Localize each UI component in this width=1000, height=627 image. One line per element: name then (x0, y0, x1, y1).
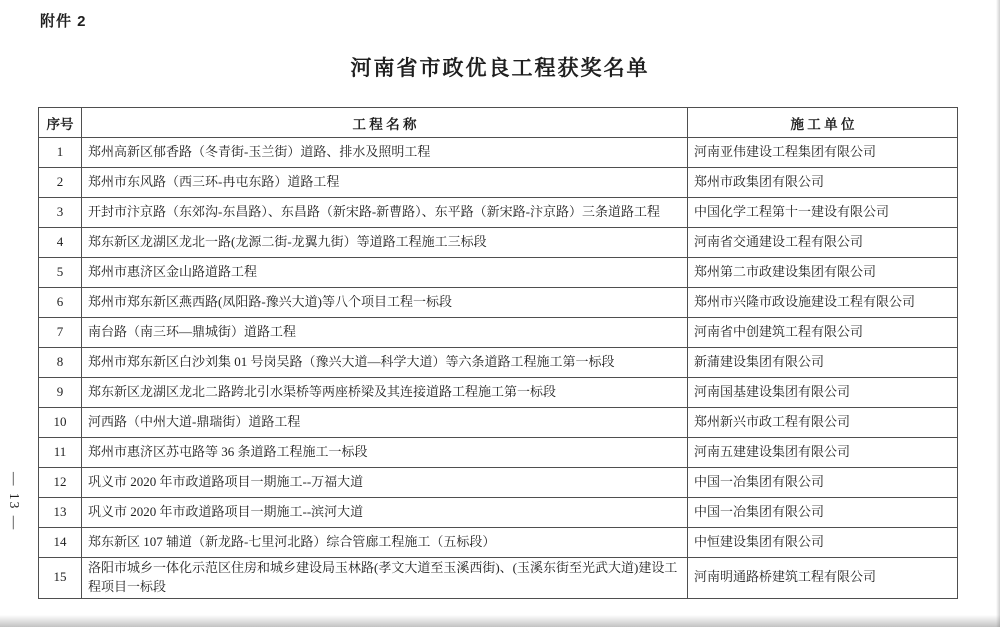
contractor-cell: 河南国基建设集团有限公司 (688, 378, 958, 408)
contractor-cell: 中国化学工程第十一建设有限公司 (688, 198, 958, 228)
table-row (39, 438, 958, 468)
contractor-cell: 郑州第二市政建设集团有限公司 (688, 258, 958, 288)
table-row (39, 258, 958, 288)
col-header-contractor: 施 工 单 位 (688, 108, 958, 138)
col-header-index: 序号 (39, 108, 82, 138)
project-name-cell: 郑州市郑东新区白沙刘集 01 号岗吴路（豫兴大道—科学大道）等六条道路工程施工第一标段 (82, 348, 688, 378)
row-index-cell: 14 (39, 528, 82, 558)
row-index-cell: 15 (39, 558, 82, 599)
table-row (39, 468, 958, 498)
row-index-cell: 5 (39, 258, 82, 288)
project-name-cell: 开封市汴京路（东郊沟-东昌路）、东昌路（新宋路-新曹路）、东平路（新宋路-汴京路）三条道路工程 (82, 198, 688, 228)
contractor-cell: 中恒建设集团有限公司 (688, 528, 958, 558)
row-index-cell: 2 (39, 168, 82, 198)
page-title: 河南省市政优良工程获奖名单 (350, 57, 650, 80)
contractor-cell: 河南省交通建设工程有限公司 (688, 228, 958, 258)
row-index-cell: 9 (39, 378, 82, 408)
row-index-cell: 13 (39, 498, 82, 528)
table-row (39, 408, 958, 438)
contractor-cell: 河南省中创建筑工程有限公司 (688, 318, 958, 348)
table-row (39, 558, 958, 599)
contractor-cell: 中国一冶集团有限公司 (688, 498, 958, 528)
project-name-cell: 河西路（中州大道-鼎瑞街）道路工程 (82, 408, 688, 438)
table-row (39, 348, 958, 378)
table-row (39, 498, 958, 528)
row-index-cell: 8 (39, 348, 82, 378)
contractor-cell: 中国一冶集团有限公司 (688, 468, 958, 498)
contractor-cell: 郑州市政集团有限公司 (688, 168, 958, 198)
contractor-cell: 河南五建建设集团有限公司 (688, 438, 958, 468)
table-row (39, 138, 958, 168)
page-number: — 13 — (7, 472, 22, 532)
contractor-cell: 郑州市兴隆市政设施建设工程有限公司 (688, 288, 958, 318)
table-row (39, 168, 958, 198)
project-name-cell: 郑东新区 107 辅道（新龙路-七里河北路）综合管廊工程施工（五标段） (82, 528, 688, 558)
row-index-cell: 10 (39, 408, 82, 438)
row-index-cell: 12 (39, 468, 82, 498)
attachment-label: 附件 2 (40, 13, 87, 30)
table-row (39, 528, 958, 558)
row-index-cell: 3 (39, 198, 82, 228)
col-header-project: 工 程 名 称 (82, 108, 688, 138)
table-header-row (39, 108, 958, 138)
row-index-cell: 1 (39, 138, 82, 168)
row-index-cell: 4 (39, 228, 82, 258)
contractor-cell: 河南亚伟建设工程集团有限公司 (688, 138, 958, 168)
scan-edge-right (996, 0, 1000, 627)
contractor-cell: 河南明通路桥建筑工程有限公司 (688, 558, 958, 599)
awards-table (38, 107, 958, 599)
row-index-cell: 7 (39, 318, 82, 348)
project-name-cell: 洛阳市城乡一体化示范区住房和城乡建设局玉林路(孝文大道至玉溪西街)、(玉溪东街至光武大道)建设工程项目一标段 (82, 558, 688, 599)
contractor-cell: 郑州新兴市政工程有限公司 (688, 408, 958, 438)
project-name-cell: 郑州市惠济区金山路道路工程 (82, 258, 688, 288)
scan-edge-bottom (0, 615, 1000, 627)
project-name-cell: 南台路（南三环—鼎城街）道路工程 (82, 318, 688, 348)
table-row (39, 288, 958, 318)
table-row (39, 378, 958, 408)
table-row (39, 318, 958, 348)
project-name-cell: 郑州市郑东新区燕西路(凤阳路-豫兴大道)等八个项目工程一标段 (82, 288, 688, 318)
project-name-cell: 郑州市惠济区苏屯路等 36 条道路工程施工一标段 (82, 438, 688, 468)
table-row (39, 198, 958, 228)
row-index-cell: 11 (39, 438, 82, 468)
table-row (39, 228, 958, 258)
project-name-cell: 郑州市东风路（西三环-冉屯东路）道路工程 (82, 168, 688, 198)
project-name-cell: 郑东新区龙湖区龙北二路跨北引水渠桥等两座桥梁及其连接道路工程施工第一标段 (82, 378, 688, 408)
table-body (39, 138, 958, 599)
project-name-cell: 巩义市 2020 年市政道路项目一期施工--万福大道 (82, 468, 688, 498)
project-name-cell: 郑州高新区郁香路（冬青街-玉兰街）道路、排水及照明工程 (82, 138, 688, 168)
row-index-cell: 6 (39, 288, 82, 318)
project-name-cell: 巩义市 2020 年市政道路项目一期施工--滨河大道 (82, 498, 688, 528)
project-name-cell: 郑东新区龙湖区龙北一路(龙源二街-龙翼九街）等道路工程施工三标段 (82, 228, 688, 258)
contractor-cell: 新蒲建设集团有限公司 (688, 348, 958, 378)
